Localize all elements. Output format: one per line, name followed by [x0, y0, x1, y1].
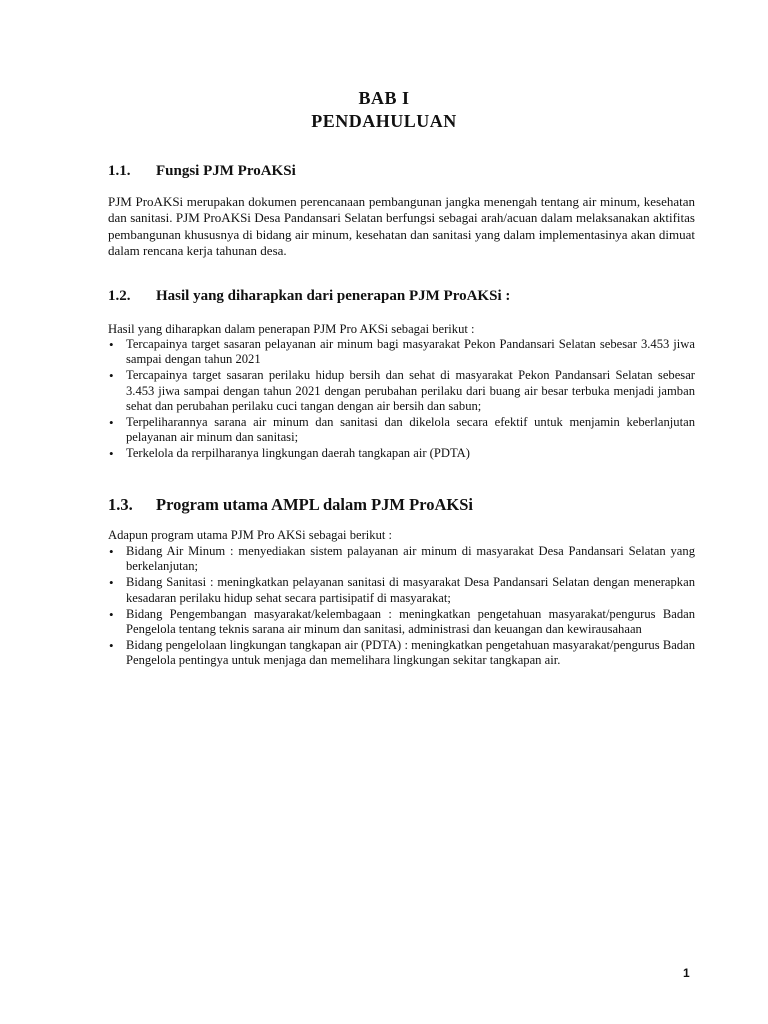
section-heading-1-3 [108, 495, 668, 515]
section-number: 1.3. [108, 495, 133, 514]
section-heading-1-2 [108, 288, 668, 305]
page-number: 1 [683, 966, 690, 980]
section-heading-1-1 [108, 163, 668, 180]
list-item: • Bidang pengelolaan lingkungan tangkapan air (PDTA) : meningkatkan pengetahuan masyarakat/pengurus Badan Pengelola pentingya untuk menjaga dan memelihara lingkungan sekitar tangkapan air. [108, 638, 695, 668]
section-number: 1.2. [108, 288, 131, 304]
section-intro: Hasil yang diharapkan dalam penerapan PJM Pro AKSi sebagai berikut : [108, 322, 475, 336]
list-item: • Bidang Sanitasi : meningkatkan pelayanan sanitasi di masyarakat Desa Pandansari Selatan dengan menerapkan kesadaran perilaku hidup sehat secara partisipatif di masyarakat; [108, 575, 695, 605]
list-item: • Terpeliharannya sarana air minum dan sanitasi dan dikelola secara efektif untuk menjamin keberlanjutan pelayanan air minum dan sanitasi; [108, 415, 695, 445]
list-item: • Terkelola da rerpilharanya lingkungan daerah tangkapan air (PDTA) [108, 446, 695, 461]
bullet-list [108, 544, 695, 670]
section-title: Hasil yang diharapkan dari penerapan PJM ProAKSi : [156, 288, 511, 304]
section-intro: Adapun program utama PJM Pro AKSi sebagai berikut : [108, 528, 393, 542]
list-item: • Tercapainya target sasaran perilaku hidup bersih dan sehat di masyarakat Pekon Pandansari Selatan sebesar 3.453 jiwa sampai dengan tahun 2021 dengan perubahan perilaku dari buang air besar terbuka menjadi jamban sehat dan perubahan perilaku cuci tangan dengan air bersih dan sabun; [108, 368, 695, 414]
section-title: Fungsi PJM ProAKSi [156, 163, 296, 179]
list-item: • Bidang Pengembangan masyarakat/kelembagaan : meningkatkan pengetahuan masyarakat/pengurus Badan Pengelola tentang teknis sarana air minum dan sanitasi, administrasi dan keuangan dan kewirausahaan [108, 607, 695, 637]
list-item: • Bidang Air Minum : menyediakan sistem palayanan air minum di masyarakat Desa Pandansari Selatan yang berkelanjutan; [108, 544, 695, 574]
section-title: Program utama AMPL dalam PJM ProAKSi [156, 495, 473, 514]
section-number: 1.1. [108, 163, 131, 179]
section-paragraph: PJM ProAKSi merupakan dokumen perencanaan pembangunan jangka menengah tentang air minum, kesehatan dan sanitasi. PJM ProAKSi Desa Pandansari Selatan berfungsi sebagai arah/acuan dalam melaksanakan aktifitas pembangunan khususnya di bidang air minum, kesehatan dan sanitasi yang dalam implementasinya akan dimuat dalam rencana kerja tahunan desa. [108, 194, 695, 259]
bullet-list [108, 337, 695, 463]
chapter-title: PENDAHULUAN [311, 111, 457, 131]
list-item: • Tercapainya target sasaran pelayanan air minum bagi masyarakat Pekon Pandansari Selatan sebesar 3.453 jiwa sampai dengan tahun 2021 [108, 337, 695, 367]
chapter-number: BAB I [358, 88, 410, 108]
